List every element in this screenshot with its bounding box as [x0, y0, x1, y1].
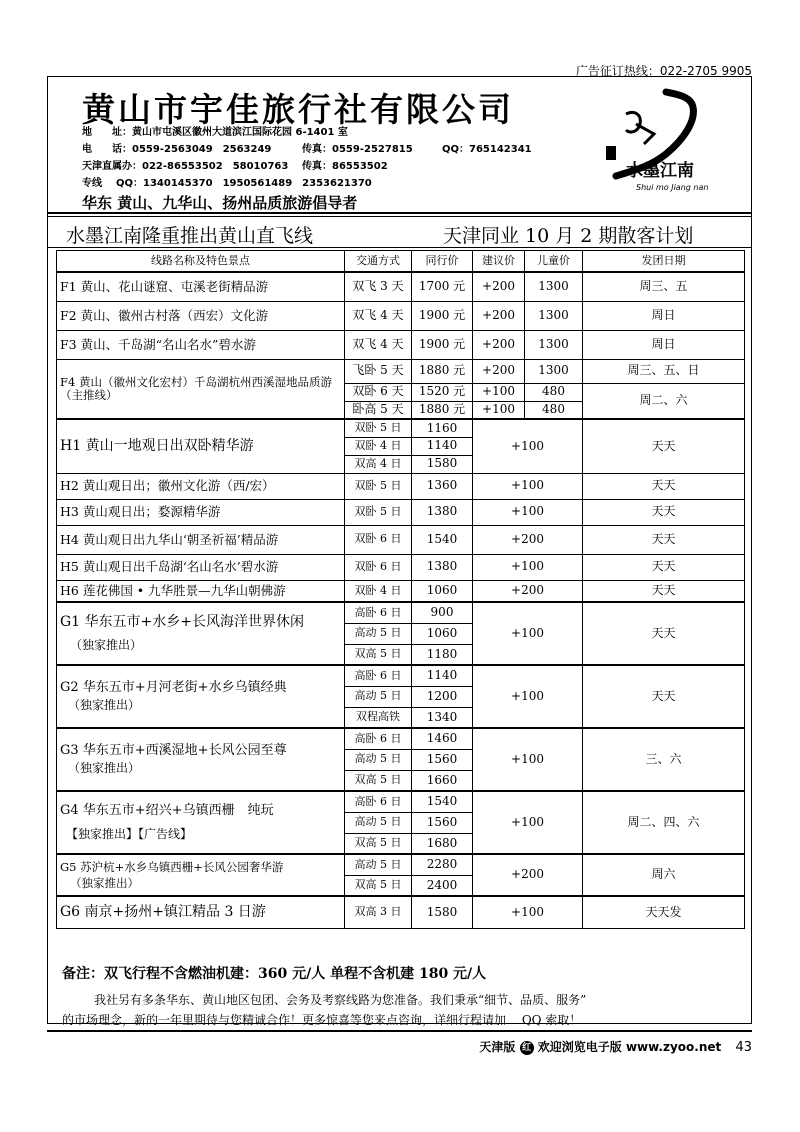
transport: 高卧 6 日	[345, 728, 412, 749]
divider	[47, 212, 752, 214]
departure-date: 天天	[583, 473, 745, 499]
price: 1060	[412, 623, 473, 644]
price: 1580	[412, 455, 473, 473]
child-price: 1300	[525, 301, 583, 330]
child-price: 1300	[525, 272, 583, 301]
transport: 双卧 6 日	[345, 554, 412, 580]
transport: 高卧 6 日	[345, 602, 412, 623]
slogan: 华东 黄山、九华山、扬州品质旅游倡导者	[82, 194, 358, 212]
page-number: 43	[735, 1040, 752, 1055]
suggested-price: +100	[473, 401, 525, 419]
transport: 高动 5 日	[345, 686, 412, 707]
price: 1460	[412, 728, 473, 749]
price: 900	[412, 602, 473, 623]
transport: 高动 5 日	[345, 749, 412, 770]
departure-date: 天天	[583, 665, 745, 728]
shuimo-jiangnan-logo	[596, 84, 742, 194]
departure-date: 周三、五	[583, 272, 745, 301]
tianjin-office-line: 天津直属办：022-86553502 58010763 传真：86553502	[82, 161, 388, 172]
transport: 双高 3 日	[345, 896, 412, 928]
table-row	[57, 580, 745, 602]
departure-date: 天天	[583, 602, 745, 665]
header-cell: 发团日期	[583, 251, 745, 273]
child-price: 480	[525, 383, 583, 401]
edition-label: 天津版	[479, 1040, 516, 1054]
departure-date: 周六	[583, 854, 745, 896]
divider	[47, 1030, 752, 1032]
address-line: 地 址：黄山市屯溪区徽州大道滨江国际花园 6-1401 室	[82, 127, 348, 138]
price: 1520 元	[412, 383, 473, 401]
suggested-price: +100	[473, 554, 583, 580]
departure-date: 三、六	[583, 728, 745, 791]
suggested-price: +100	[473, 602, 583, 665]
table-row	[57, 791, 745, 812]
suggested-price: +200	[473, 854, 583, 896]
tour-table	[56, 250, 745, 929]
title-tianjin-plan: 天津同业 10 月 2 期散客计划	[443, 225, 694, 247]
price: 1540	[412, 525, 473, 554]
price: 1660	[412, 770, 473, 791]
price: 1340	[412, 707, 473, 728]
route-name: F3 黄山、千岛湖“名山名水”碧水游	[57, 330, 345, 359]
suggested-price: +100	[473, 728, 583, 791]
transport: 双飞 4 天	[345, 330, 412, 359]
departure-date: 天天	[583, 525, 745, 554]
departure-date: 天天发	[583, 896, 745, 928]
price: 1140	[412, 665, 473, 686]
transport: 双高 5 日	[345, 770, 412, 791]
price: 1680	[412, 833, 473, 854]
table-row	[57, 554, 745, 580]
price: 1200	[412, 686, 473, 707]
price: 1360	[412, 473, 473, 499]
transport: 双卧 4 日	[345, 580, 412, 602]
transport: 高动 5 日	[345, 854, 412, 875]
suggested-price: +100	[473, 791, 583, 854]
ad-hotline: 广告征订热线：022-2705 9905	[575, 64, 752, 78]
table-row	[57, 525, 745, 554]
price: 2280	[412, 854, 473, 875]
route-name: H4 黄山观日出九华山‘朝圣祈福’精品游	[57, 525, 345, 554]
badge-icon: 红	[520, 1041, 534, 1055]
transport: 双高 5 日	[345, 833, 412, 854]
divider	[47, 216, 752, 217]
price: 1060	[412, 580, 473, 602]
suggested-price: +200	[473, 359, 525, 383]
route-name: G4 华东五市+绍兴+乌镇西栅 纯玩 【独家推出】【广告线】	[57, 791, 345, 854]
departure-date: 周日	[583, 301, 745, 330]
price: 1380	[412, 554, 473, 580]
route-name: F2 黄山、徽州古村落（西宏）文化游	[57, 301, 345, 330]
child-price: 1300	[525, 330, 583, 359]
table-row	[57, 665, 745, 686]
route-name: H3 黄山观日出；婺源精华游	[57, 499, 345, 525]
transport: 双卧 4 日	[345, 437, 412, 455]
footer-text: 欢迎浏览电子版 www.zyoo.net	[537, 1040, 722, 1054]
footer	[479, 1038, 752, 1055]
price: 1580	[412, 896, 473, 928]
divider	[47, 247, 752, 248]
svg-text:水墨江南: 水墨江南	[626, 161, 694, 181]
departure-date: 天天	[583, 419, 745, 473]
transport: 双卧 5 日	[345, 419, 412, 437]
price: 1900 元	[412, 330, 473, 359]
child-price: 1300	[525, 359, 583, 383]
price: 1540	[412, 791, 473, 812]
special-qq-line: 专线 QQ：1340145370 1950561489 2353621370	[82, 178, 372, 189]
route-name: G1 华东五市+水乡+长风海洋世界休闲 （独家推出）	[57, 602, 345, 665]
header-cell: 线路名称及特色景点	[57, 251, 345, 273]
child-price: 480	[525, 401, 583, 419]
closing-paragraph: 我社另有多条华东、黄山地区包团、会务及考察线路为您准备。我们秉承“细节、品质、服务” 的市场理念，新的一年里期待与您精诚合作！更多惊喜等您来点咨询，详细行程请加 QQ 索取！	[62, 993, 587, 1027]
route-name: G3 华东五市+西溪湿地+长风公园至尊 （独家推出）	[57, 728, 345, 791]
title-direct-flight: 水墨江南隆重推出黄山直飞线	[66, 225, 314, 247]
route-name: F4 黄山（徽州文化宏村）千岛湖杭州西溪湿地品质游（主推线）	[57, 359, 345, 419]
price: 1900 元	[412, 301, 473, 330]
table-row	[57, 301, 745, 330]
suggested-price: +100	[473, 499, 583, 525]
transport: 高动 5 日	[345, 812, 412, 833]
route-name: H5 黄山观日出千岛湖‘名山名水’碧水游	[57, 554, 345, 580]
route-name: H2 黄山观日出；徽州文化游（西/宏）	[57, 473, 345, 499]
suggested-price: +100	[473, 896, 583, 928]
departure-date: 周三、五、日	[583, 359, 745, 383]
price: 1380	[412, 499, 473, 525]
price: 1560	[412, 812, 473, 833]
transport: 双高 4 日	[345, 455, 412, 473]
transport: 飞卧 5 天	[345, 359, 412, 383]
suggested-price: +200	[473, 525, 583, 554]
suggested-price: +100	[473, 383, 525, 401]
departure-date: 天天	[583, 580, 745, 602]
transport: 双卧 5 日	[345, 499, 412, 525]
transport: 双卧 5 日	[345, 473, 412, 499]
route-name: G2 华东五市+月河老街+水乡乌镇经典 （独家推出）	[57, 665, 345, 728]
transport: 高卧 6 日	[345, 791, 412, 812]
price: 1560	[412, 749, 473, 770]
departure-date: 天天	[583, 499, 745, 525]
table-row	[57, 473, 745, 499]
header-cell: 同行价	[412, 251, 473, 273]
price: 1140	[412, 437, 473, 455]
price: 1880 元	[412, 359, 473, 383]
transport: 双程高铁	[345, 707, 412, 728]
price: 1700 元	[412, 272, 473, 301]
price: 1160	[412, 419, 473, 437]
departure-date: 周二、四、六	[583, 791, 745, 854]
transport: 双卧 6 日	[345, 525, 412, 554]
header-cell: 交通方式	[345, 251, 412, 273]
header-cell: 儿童价	[525, 251, 583, 273]
suggested-price: +200	[473, 330, 525, 359]
suggested-price: +100	[473, 665, 583, 728]
route-name: H1 黄山一地观日出双卧精华游	[57, 419, 345, 473]
table-row	[57, 499, 745, 525]
suggested-price: +100	[473, 419, 583, 473]
suggested-price: +200	[473, 301, 525, 330]
suggested-price: +200	[473, 580, 583, 602]
fuel-surcharge-note: 备注：双飞行程不含燃油机建：360 元/人 单程不含机建 180 元/人	[62, 966, 487, 982]
route-name: F1 黄山、花山谜窟、屯溪老街精品游	[57, 272, 345, 301]
table-row	[57, 330, 745, 359]
company-name: 黄山市宇佳旅行社有限公司	[82, 90, 514, 129]
price: 1180	[412, 644, 473, 665]
transport: 双高 5 日	[345, 644, 412, 665]
transport: 双高 5 日	[345, 875, 412, 896]
phone-line: 电 话：0559-2563049 2563249 传真：0559-2527815 QQ：765142341	[82, 144, 532, 155]
table-row	[57, 419, 745, 437]
transport: 高卧 6 日	[345, 665, 412, 686]
svg-text:Shui mo Jiang nan: Shui mo Jiang nan	[636, 183, 709, 192]
transport: 高动 5 日	[345, 623, 412, 644]
table-row	[57, 728, 745, 749]
table-row	[57, 602, 745, 623]
table-row	[57, 272, 745, 301]
suggested-price: +200	[473, 272, 525, 301]
transport: 双飞 4 天	[345, 301, 412, 330]
transport: 卧高 5 天	[345, 401, 412, 419]
price: 2400	[412, 875, 473, 896]
transport: 双飞 3 天	[345, 272, 412, 301]
table-row	[57, 359, 745, 383]
departure-date: 天天	[583, 554, 745, 580]
table-row	[57, 896, 745, 928]
route-name: H6 莲花佛国 • 九华胜景—九华山朝佛游	[57, 580, 345, 602]
route-name: G5 苏沪杭+水乡乌镇西栅+长风公园奢华游 （独家推出）	[57, 854, 345, 896]
departure-date: 周日	[583, 330, 745, 359]
transport: 双卧 6 天	[345, 383, 412, 401]
table-header-row	[57, 251, 745, 273]
price: 1880 元	[412, 401, 473, 419]
departure-date: 周二、六	[583, 383, 745, 419]
header-cell: 建议价	[473, 251, 525, 273]
table-row	[57, 854, 745, 875]
suggested-price: +100	[473, 473, 583, 499]
route-name: G6 南京+扬州+镇江精品 3 日游	[57, 896, 345, 928]
